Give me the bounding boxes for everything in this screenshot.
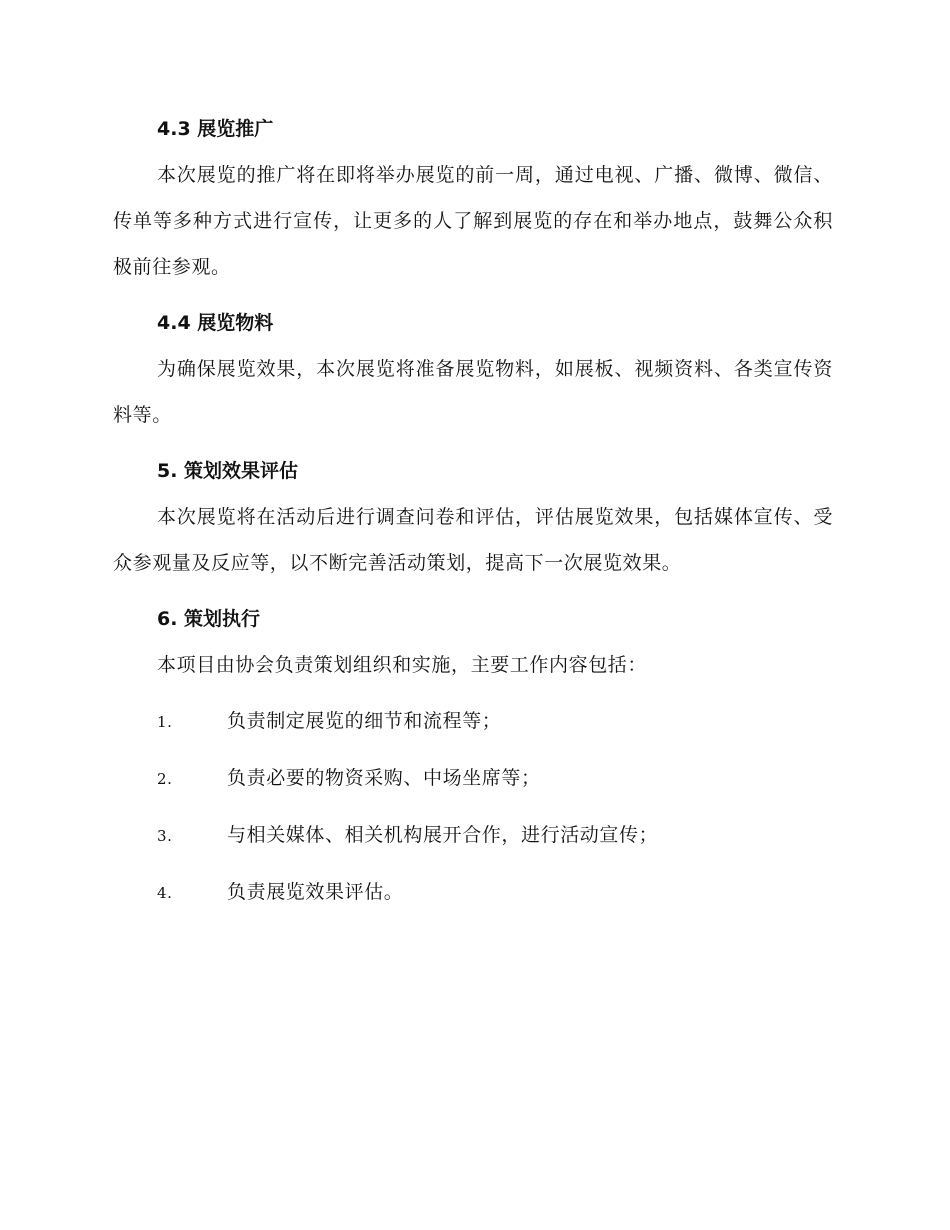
list-text: 负责必要的物资采购、中场坐席等； [227,767,541,789]
list-text: 负责展览效果评估。 [227,881,404,903]
section-heading: 4.3 展览推广 [157,118,274,140]
section-heading: 6. 策划执行 [157,608,261,630]
paragraph: 本次展览将在活动后进行调查问卷和评估，评估展览效果，包括媒体宣传、受众参观量及反应等，以不断完善活动策划，提高下一次展览效果。 [113,506,833,574]
list-item [113,755,833,812]
section-plan-execution [113,596,833,926]
paragraph: 本项目由协会负责策划组织和实施，主要工作内容包括： [157,654,648,676]
list-number: 2. [157,770,173,788]
list-item [113,812,833,869]
paragraph: 本次展览的推广将在即将举办展览的前一周，通过电视、广播、微博、微信、传单等多种方式进行宣传，让更多的人了解到展览的存在和举办地点，鼓舞公众积极前往参观。 [113,164,833,278]
section-heading: 4.4 展览物料 [157,312,274,334]
section-effect-evaluation [113,448,833,586]
list-number: 3. [157,827,173,845]
list-number: 1. [157,713,173,731]
list-number: 4. [157,884,173,902]
paragraph: 为确保展览效果，本次展览将准备展览物料，如展板、视频资料、各类宣传资料等。 [113,358,833,426]
section-heading: 5. 策划效果评估 [157,460,299,482]
list-item [113,698,833,755]
list-text: 与相关媒体、相关机构展开合作，进行活动宣传； [227,824,659,846]
document-body [113,106,833,926]
section-exhibition-materials [113,300,833,438]
list-text: 负责制定展览的细节和流程等； [227,710,502,732]
numbered-list [113,698,833,926]
section-exhibition-promotion [113,106,833,290]
list-item [113,869,833,926]
